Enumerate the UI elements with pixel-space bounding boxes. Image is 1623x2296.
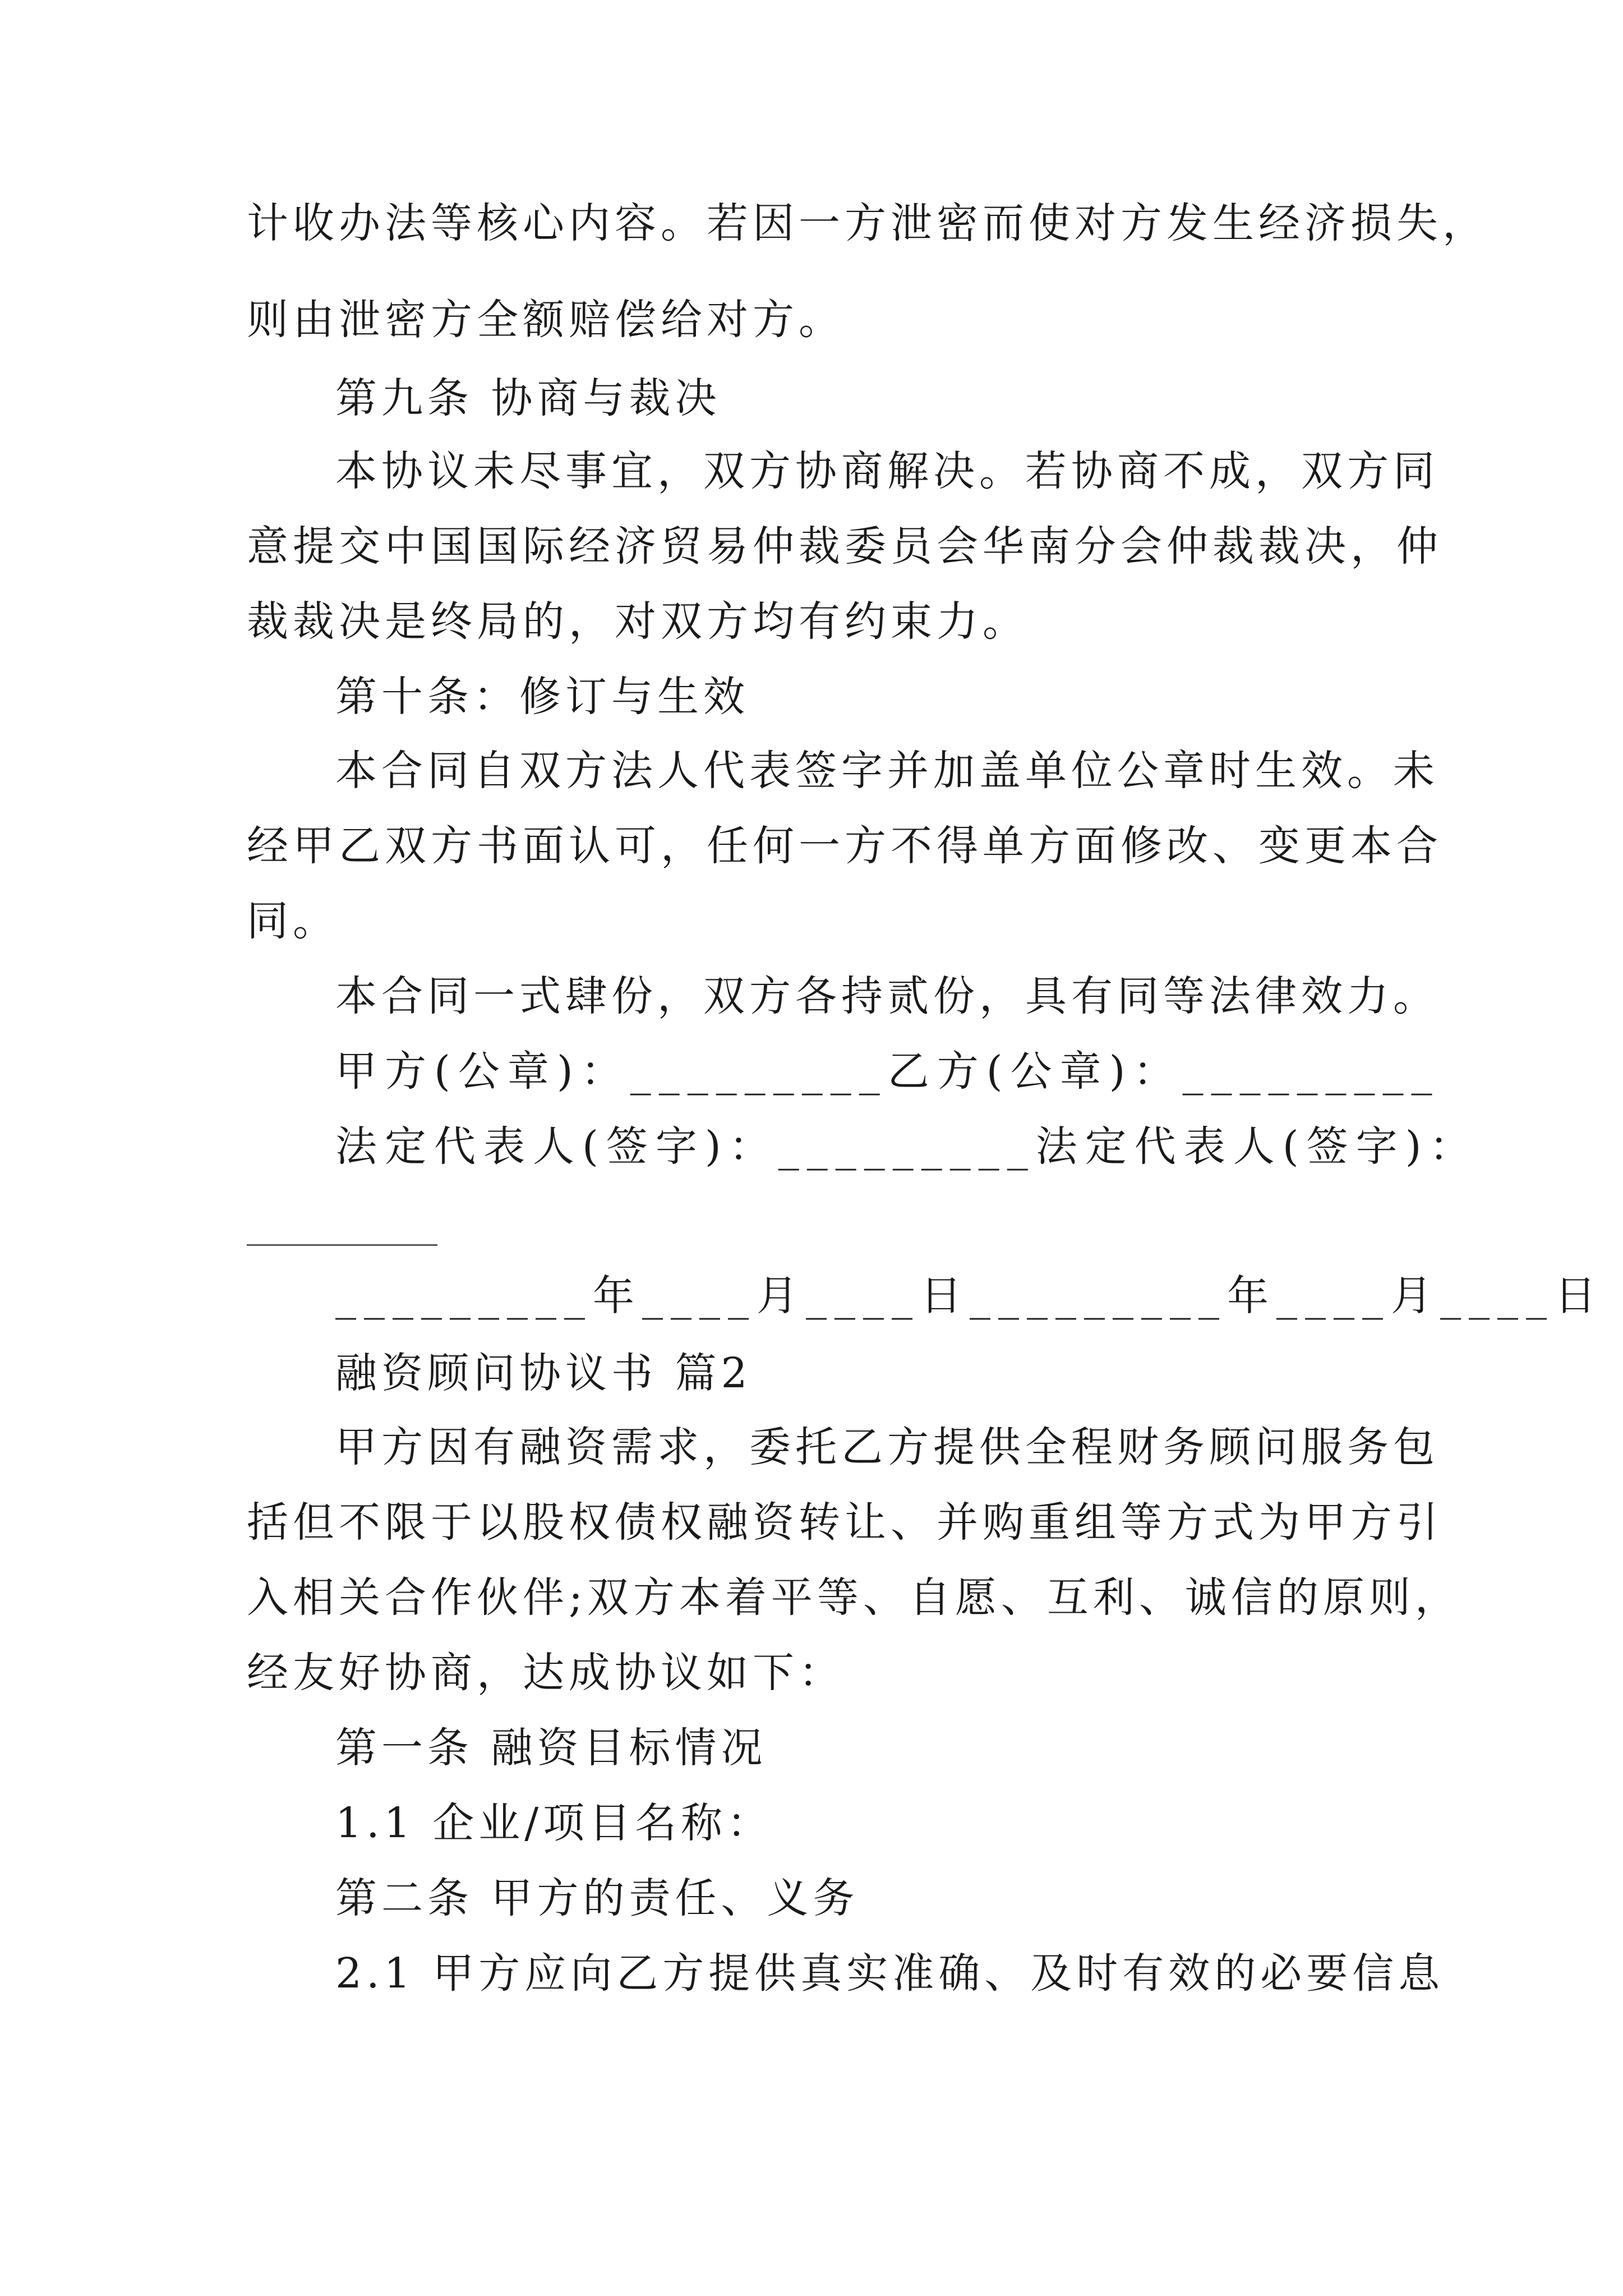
paragraph-line: 经友好协商，达成协议如下： — [247, 1649, 845, 1697]
date-line: _________年____月____日_________年____月____日 — [335, 1272, 1604, 1320]
paragraph-line: 括但不限于以股权债权融资转让、并购重组等方式为甲方引 — [247, 1498, 1442, 1547]
signature-line-representative: 法定代表人(签字)：_________法定代表人(签字)： — [335, 1122, 1479, 1171]
section-heading: 第一条 融资目标情况 — [335, 1724, 767, 1772]
paragraph-line: 甲方因有融资需求，委托乙方提供全程财务顾问服务包 — [335, 1423, 1439, 1471]
section-heading: 第十条：修订与生效 — [335, 673, 749, 721]
clause-line: 2.1 甲方应向乙方提供真实准确、及时有效的必要信息 — [335, 1949, 1445, 1998]
paragraph-line: 本协议未尽事宜，双方协商解决。若协商不成，双方同 — [335, 447, 1439, 495]
signature-underline — [247, 1244, 437, 1246]
section-title: 融资顾问协议书 篇2 — [335, 1349, 752, 1397]
signature-line-seal: 甲方(公章)：_________乙方(公章)：_________ — [335, 1047, 1440, 1096]
section-heading: 第二条 甲方的责任、义务 — [335, 1874, 859, 1922]
clause-line: 1.1 企业/项目名称： — [335, 1799, 773, 1847]
paragraph-line: 则由泄密方全额赔偿给对方。 — [247, 296, 845, 344]
paragraph-line: 经甲乙双方书面认可，任何一方不得单方面修改、变更本合 — [247, 822, 1442, 870]
paragraph-line: 本合同一式肆份，双方各持贰份，具有同等法律效力。 — [335, 972, 1439, 1020]
paragraph-line: 入相关合作伙伴;双方本着平等、自愿、互利、诚信的原则， — [247, 1573, 1461, 1622]
paragraph-line: 同。 — [247, 897, 339, 945]
paragraph-line: 本合同自双方法人代表签字并加盖单位公章时生效。未 — [335, 747, 1439, 795]
section-heading: 第九条 协商与裁决 — [335, 374, 721, 422]
paragraph-line: 计收办法等核心内容。若因一方泄密而使对方发生经济损失， — [247, 199, 1488, 247]
paragraph-line: 意提交中国国际经济贸易仲裁委员会华南分会仲裁裁决，仲 — [247, 522, 1442, 570]
paragraph-line: 裁裁决是终局的，对双方均有约束力。 — [247, 597, 1029, 646]
